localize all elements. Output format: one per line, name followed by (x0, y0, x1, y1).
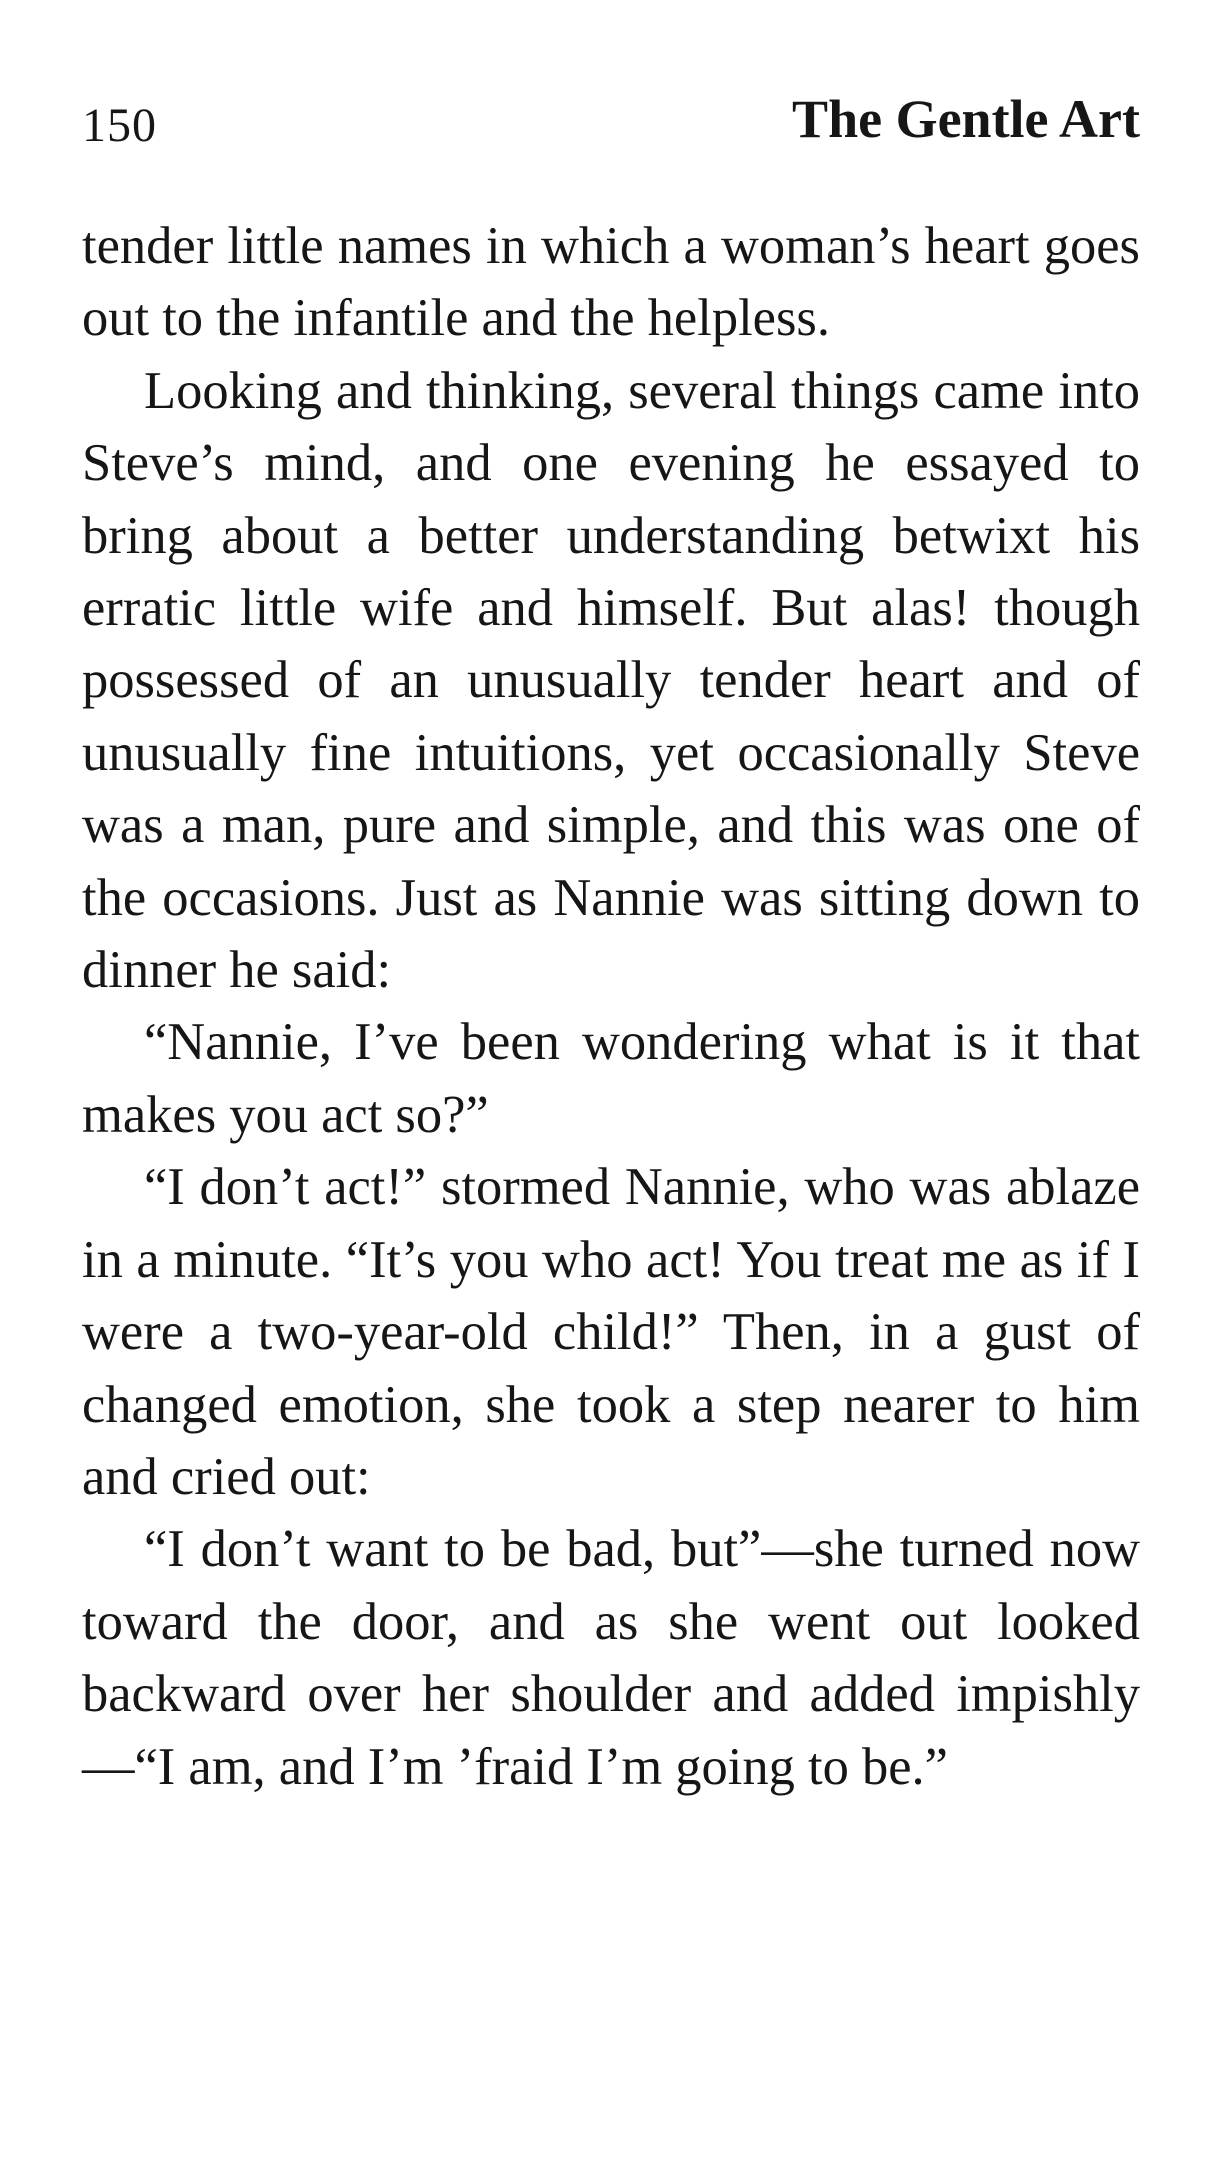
paragraph: “I don’t act!” stormed Nannie, who was ablaze in a minute. “It’s you who act! You treat me as if I were a two-year-old child!” Then, in a gust of changed emotion, she took a step nearer to him and cried out: (82, 1158, 1140, 1506)
paragraph: “Nannie, I’ve been wondering what is it that makes you act so?” (82, 1013, 1140, 1144)
running-head (82, 70, 1140, 160)
paragraph: Looking and thinking, several things came into Steve’s mind, and one evening he essayed to bring about a better understanding betwixt his erratic little wife and himself. But alas! though possessed of an unusually tender heart and of unusually fine intuitions, yet occasionally Steve was a man, pure and simple, and this was one of the occasions. Just as Nannie was sitting down to dinner he said: (82, 361, 1140, 1000)
running-title: The Gentle Art (792, 89, 1140, 149)
page-number: 150 (82, 99, 157, 152)
book-page (82, 70, 1140, 1803)
paragraph: “I don’t want to be bad, but”—she turned now toward the door, and as she went out looked backward over her shoulder and added impishly—“I am, and I’m ’fraid I’m going to be.” (82, 1520, 1140, 1796)
paragraph-continuation: tender little names in which a woman’s heart goes out to the infantile and the helpless. (82, 217, 1140, 348)
body-text (82, 210, 1140, 1803)
